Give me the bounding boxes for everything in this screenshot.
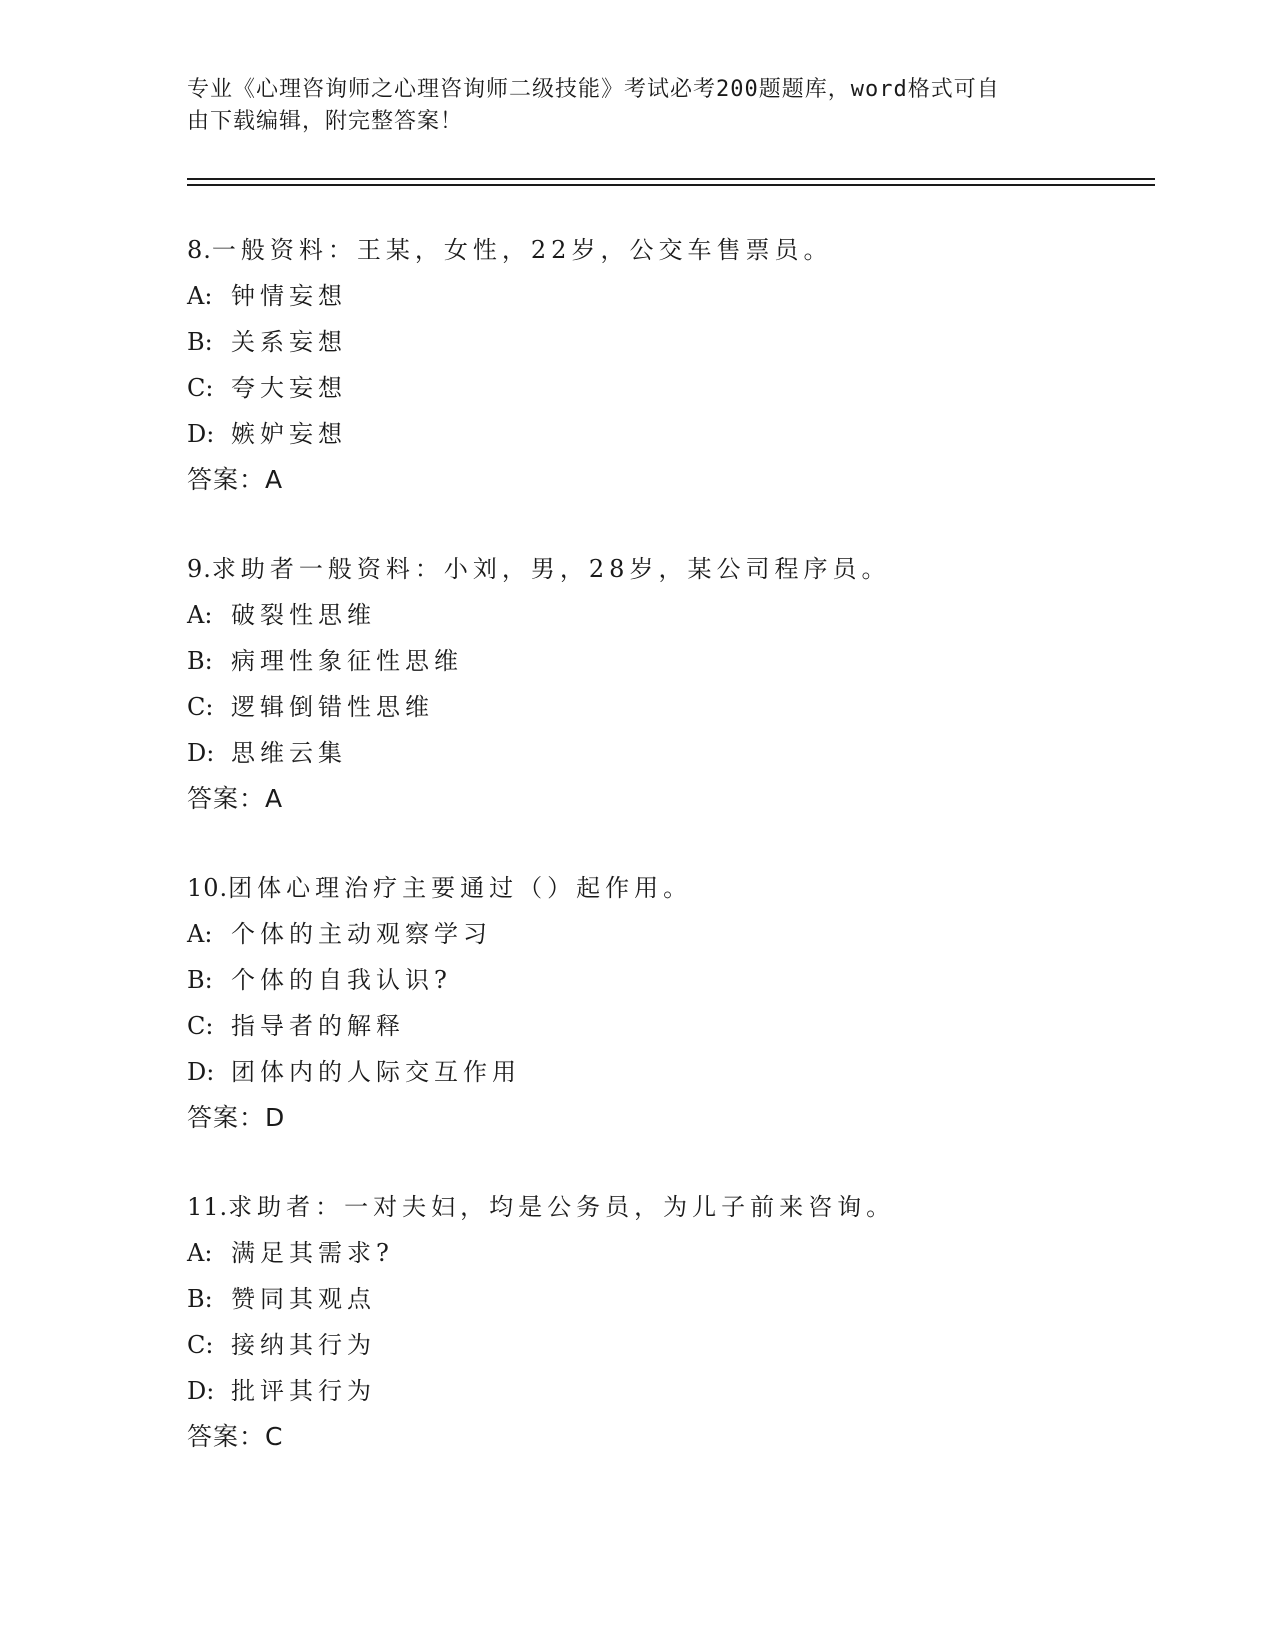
option-letter: C: xyxy=(187,1012,214,1040)
option-letter: C: xyxy=(187,1331,214,1359)
option-a xyxy=(187,911,1087,957)
option-d xyxy=(187,411,1087,457)
option-a xyxy=(187,592,1087,638)
option-text: 团体内的人际交互作用 xyxy=(231,1058,521,1086)
question-stem xyxy=(187,546,1087,592)
answer-line: 答案：A xyxy=(187,465,284,494)
question-text: 求助者：一对夫妇，均是公务员，为儿子前来咨询。 xyxy=(228,1193,896,1221)
option-d xyxy=(187,730,1087,776)
option-letter: B: xyxy=(187,966,213,994)
option-b xyxy=(187,957,1087,1003)
question-number: 8. xyxy=(187,236,212,264)
option-text: 夸大妄想 xyxy=(231,374,347,402)
question-block xyxy=(187,546,1087,822)
option-a xyxy=(187,1230,1087,1276)
option-text: 个体的主动观察学习 xyxy=(231,920,492,948)
option-text: 钟情妄想 xyxy=(231,282,347,310)
option-text: 逻辑倒错性思维 xyxy=(231,693,434,721)
option-letter: B: xyxy=(187,1285,213,1313)
option-letter: C: xyxy=(187,693,214,721)
question-number: 10. xyxy=(187,874,229,902)
option-letter: D: xyxy=(187,1058,215,1086)
option-text: 病理性象征性思维 xyxy=(231,647,463,675)
question-stem xyxy=(187,1184,1087,1230)
option-letter: A: xyxy=(187,920,213,948)
option-text: 赞同其观点 xyxy=(231,1285,376,1313)
question-block xyxy=(187,1184,1087,1460)
answer-line: 答案：A xyxy=(187,784,284,813)
option-text: 破裂性思维 xyxy=(231,601,376,629)
question-number: 9. xyxy=(187,555,212,583)
option-c xyxy=(187,1322,1087,1368)
question-stem xyxy=(187,227,1087,273)
option-text: 指导者的解释 xyxy=(231,1012,405,1040)
question-block xyxy=(187,227,1087,503)
option-letter: D: xyxy=(187,739,215,767)
option-text: 接纳其行为 xyxy=(231,1331,376,1359)
question-block xyxy=(187,865,1087,1141)
document-header xyxy=(187,74,1067,138)
question-text: 一般资料：王某，女性，22岁，公交车售票员。 xyxy=(211,236,833,264)
question-number: 11. xyxy=(187,1193,229,1221)
header-rule-bottom xyxy=(187,184,1155,186)
option-text: 关系妄想 xyxy=(231,328,347,356)
option-text: 批评其行为 xyxy=(231,1377,376,1405)
option-letter: D: xyxy=(187,1377,215,1405)
option-b xyxy=(187,638,1087,684)
option-c xyxy=(187,365,1087,411)
header-line-1: 专业《心理咨询师之心理咨询师二级技能》考试必考200题题库，word格式可自 xyxy=(187,77,1000,102)
option-b xyxy=(187,1276,1087,1322)
question-text: 团体心理治疗主要通过（）起作用。 xyxy=(228,874,693,902)
option-c xyxy=(187,1003,1087,1049)
option-d xyxy=(187,1368,1087,1414)
option-text: 思维云集 xyxy=(231,739,347,767)
answer-line: 答案：D xyxy=(187,1103,286,1132)
question-text: 求助者一般资料：小刘，男，28岁，某公司程序员。 xyxy=(211,555,891,583)
question-stem xyxy=(187,865,1087,911)
option-letter: C: xyxy=(187,374,214,402)
header-line-2: 由下载编辑，附完整答案！ xyxy=(187,109,464,134)
option-letter: B: xyxy=(187,328,213,356)
option-b xyxy=(187,319,1087,365)
option-text: 个体的自我认识? xyxy=(231,966,452,994)
header-rule-top xyxy=(187,178,1155,180)
option-letter: B: xyxy=(187,647,213,675)
option-text: 满足其需求? xyxy=(231,1239,394,1267)
option-letter: A: xyxy=(187,1239,213,1267)
option-a xyxy=(187,273,1087,319)
option-letter: A: xyxy=(187,282,213,310)
option-letter: D: xyxy=(187,420,215,448)
answer-line: 答案：C xyxy=(187,1422,284,1451)
option-d xyxy=(187,1049,1087,1095)
option-text: 嫉妒妄想 xyxy=(231,420,347,448)
option-letter: A: xyxy=(187,601,213,629)
option-c xyxy=(187,684,1087,730)
